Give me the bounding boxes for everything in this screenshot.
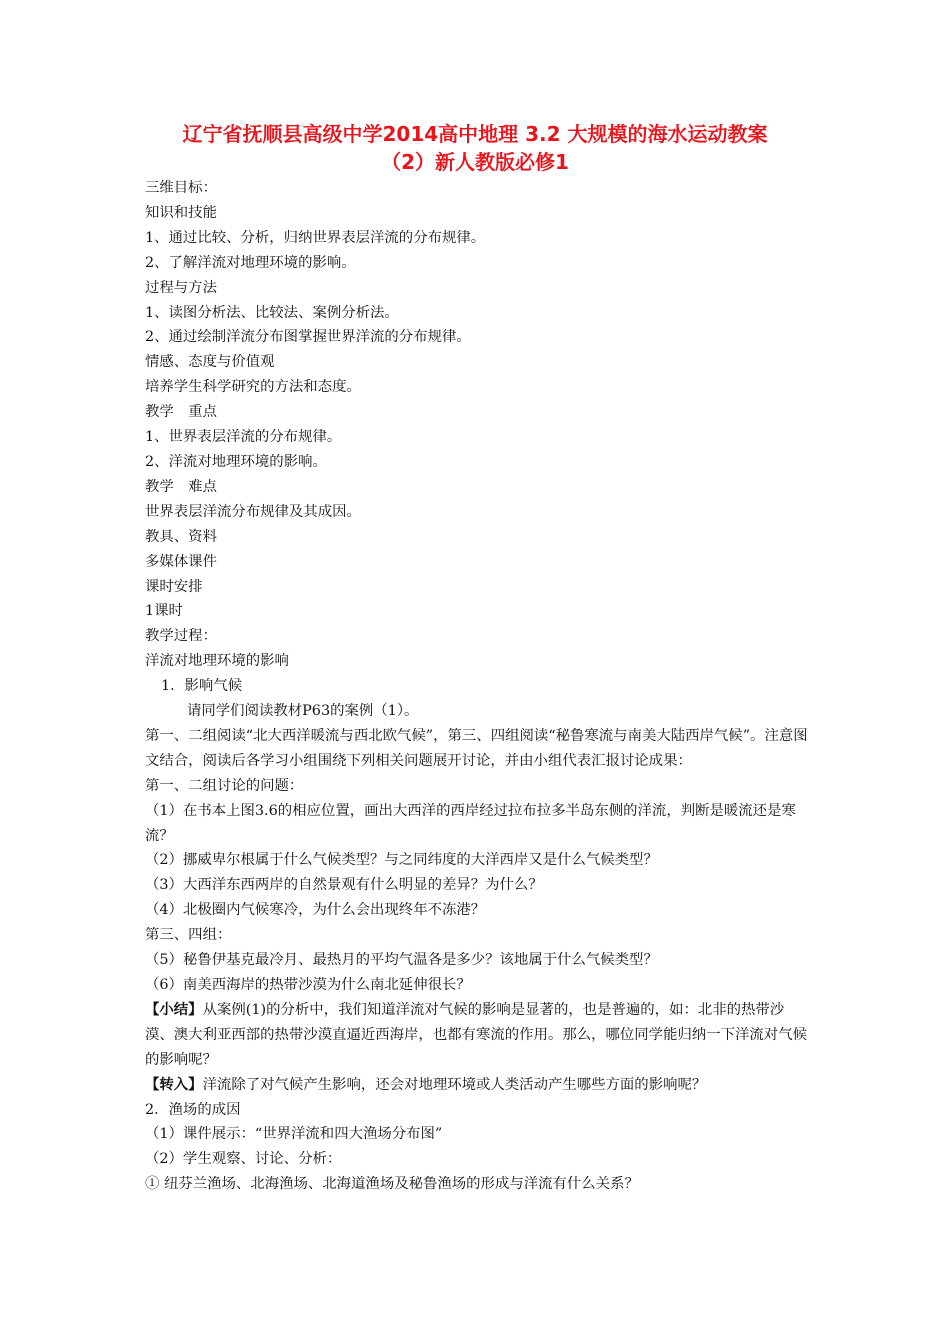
paragraph-text: 1课时 xyxy=(145,603,183,620)
document-paragraph xyxy=(145,699,810,724)
document-paragraph xyxy=(145,624,810,649)
document-paragraph xyxy=(145,425,810,450)
document-paragraph xyxy=(145,176,810,201)
paragraph-text: 第三、四组： xyxy=(145,927,232,944)
paragraph-lead-label: 【小结】 xyxy=(145,1000,203,1018)
document-paragraph xyxy=(145,550,810,575)
document-body xyxy=(145,176,810,1197)
paragraph-text: 多媒体课件 xyxy=(145,553,217,570)
paragraph-text: （4）北极圈内气候寒冷，为什么会出现终年不冻港？ xyxy=(145,902,486,919)
document-paragraph xyxy=(145,848,810,873)
document-paragraph xyxy=(145,450,810,475)
paragraph-text: （5）秘鲁伊基克最冷月、最热月的平均气温各是多少？该地属于什么气候类型？ xyxy=(145,952,658,969)
paragraph-text: 教具、资料 xyxy=(145,528,217,545)
document-paragraph xyxy=(145,998,810,1073)
paragraph-text: 洋流除了对气候产生影响，还会对地理环境或人类活动产生哪些方面的影响呢？ xyxy=(202,1076,707,1093)
document-paragraph xyxy=(145,948,810,973)
document-paragraph xyxy=(145,724,810,774)
paragraph-lead-label: 【转入】 xyxy=(145,1075,203,1093)
document-paragraph xyxy=(145,251,810,276)
document-paragraph xyxy=(145,276,810,301)
document-paragraph xyxy=(145,575,810,600)
paragraph-text: 2、了解洋流对地理环境的影响。 xyxy=(145,254,356,271)
paragraph-text: ① 纽芬兰渔场、北海渔场、北海道渔场及秘鲁渔场的形成与洋流有什么关系？ xyxy=(145,1176,639,1193)
document-paragraph xyxy=(145,1073,810,1098)
paragraph-text: 1、通过比较、分析，归纳世界表层洋流的分布规律。 xyxy=(145,229,486,246)
paragraph-text: 2．渔场的成因 xyxy=(145,1101,241,1118)
document-paragraph xyxy=(145,400,810,425)
paragraph-text: 请同学们阅读教材P63的案例（1）。 xyxy=(187,703,419,720)
paragraph-text: 知识和技能 xyxy=(145,204,217,221)
paragraph-text: 1、世界表层洋流的分布规律。 xyxy=(145,429,342,446)
paragraph-text: （1）在书本上图3.6的相应位置，画出大西洋的西岸经过拉布拉多半岛东侧的洋流，判断是暖流还是寒流？ xyxy=(145,802,796,844)
paragraph-text: 三维目标： xyxy=(145,180,217,196)
paragraph-text: 第一、二组讨论的问题： xyxy=(145,777,304,794)
document-paragraph xyxy=(145,375,810,400)
document-paragraph xyxy=(145,1172,810,1197)
paragraph-text: 教学过程： xyxy=(145,628,217,645)
paragraph-text: （3）大西洋东西两岸的自然景观有什么明显的差异？为什么？ xyxy=(145,877,543,894)
document-paragraph xyxy=(145,1098,810,1123)
paragraph-text: （2）学生观察、讨论、分析： xyxy=(145,1151,342,1168)
document-paragraph xyxy=(145,649,810,674)
document-paragraph xyxy=(145,301,810,326)
document-paragraph xyxy=(145,1122,810,1147)
paragraph-text: 课时安排 xyxy=(145,578,203,595)
paragraph-text: 培养学生科学研究的方法和态度。 xyxy=(145,379,361,396)
paragraph-text: （1）课件展示：“世界洋流和四大渔场分布图” xyxy=(145,1126,443,1143)
paragraph-text: 洋流对地理环境的影响 xyxy=(145,653,289,670)
paragraph-text: 教学 重点 xyxy=(145,404,217,421)
paragraph-text: （2）挪威卑尔根属于什么气候类型？与之同纬度的大洋西岸又是什么气候类型？ xyxy=(145,852,658,869)
document-paragraph xyxy=(145,325,810,350)
document-paragraph xyxy=(145,500,810,525)
document-paragraph xyxy=(145,201,810,226)
paragraph-text: （6）南美西海岸的热带沙漠为什么南北延伸很长？ xyxy=(145,977,471,993)
paragraph-text: 第一、二组阅读“北大西洋暖流与西北欧气候”，第三、四组阅读“秘鲁寒流与南美大陆西岸气候”。注意图文结合，阅读后各学习小组围绕下列相关问题展开讨论，并由小组代表汇报讨论成果： xyxy=(145,727,808,769)
document-paragraph xyxy=(145,799,810,849)
paragraph-text: 从案例(1)的分析中，我们知道洋流对气候的影响是显著的，也是普遍的，如：北非的热带沙漠、澳大利亚西部的热带沙漠直逼近西海岸，也都有寒流的作用。那么，哪位同学能归纳一下洋流对气候的影响呢？ xyxy=(145,1001,807,1068)
document-paragraph xyxy=(145,599,810,624)
document-paragraph xyxy=(145,226,810,251)
paragraph-text: 教学 难点 xyxy=(145,478,217,495)
document-paragraph xyxy=(145,873,810,898)
paragraph-text: 情感、态度与价值观 xyxy=(145,354,275,371)
title-line-2: （2）新人教版必修1 xyxy=(381,150,569,174)
document-paragraph xyxy=(145,475,810,500)
document-paragraph xyxy=(145,923,810,948)
document-paragraph xyxy=(145,525,810,550)
paragraph-text: 过程与方法 xyxy=(145,279,217,296)
paragraph-text: 1、读图分析法、比较法、案例分析法。 xyxy=(145,304,399,321)
document-paragraph xyxy=(145,898,810,923)
document-title xyxy=(130,120,820,176)
paragraph-text: 世界表层洋流分布规律及其成因。 xyxy=(145,503,361,520)
paragraph-text: 1．影响气候 xyxy=(161,678,243,695)
title-line-1: 辽宁省抚顺县高级中学2014高中地理 3.2 大规模的海水运动教案 xyxy=(182,122,768,146)
document-paragraph xyxy=(145,774,810,799)
paragraph-text: 2、通过绘制洋流分布图掌握世界洋流的分布规律。 xyxy=(145,329,471,346)
document-paragraph xyxy=(145,973,810,998)
document-paragraph xyxy=(145,350,810,375)
document-paragraph xyxy=(145,1147,810,1172)
document-paragraph xyxy=(145,674,810,699)
paragraph-text: 2、洋流对地理环境的影响。 xyxy=(145,453,327,470)
